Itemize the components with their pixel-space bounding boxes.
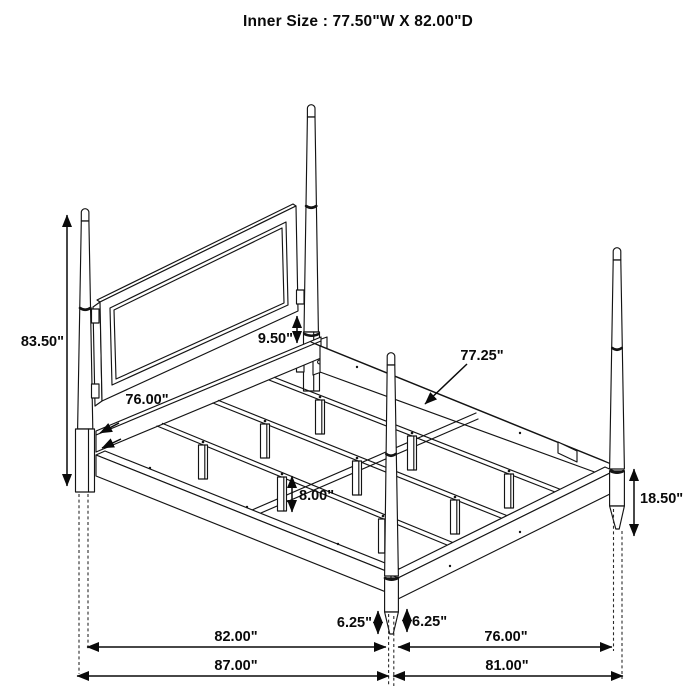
- headboard-bracket: [92, 384, 100, 398]
- dim-foot-post-height: 18.50": [640, 491, 684, 507]
- page-title: Inner Size : 77.50"W X 82.00"D: [242, 13, 474, 30]
- dim-side-rail-length: 77.25": [460, 348, 504, 364]
- dim-headboard-gap: 9.50": [257, 331, 293, 347]
- dim-support-leg-height: 8.00": [299, 488, 335, 504]
- support-leg: [316, 396, 325, 434]
- headboard-bracket: [92, 309, 100, 323]
- dim-foot-tip-left: 6.25": [336, 615, 372, 631]
- dim-bottom-outer-depth: 87.00": [214, 658, 258, 674]
- rear-left-post: [76, 209, 95, 492]
- dim-bottom-inner-width: 76.00": [484, 629, 528, 645]
- dim-headboard-width: 76.00": [125, 392, 169, 408]
- headboard-bracket: [297, 290, 305, 304]
- dim-bottom-inner-depth: 82.00": [214, 629, 258, 645]
- support-leg: [451, 496, 460, 534]
- dim-bottom-outer-width: 81.00": [485, 658, 529, 674]
- dim-foot-tip-right: 6.25": [412, 614, 448, 630]
- support-leg: [353, 457, 362, 495]
- support-leg: [261, 420, 270, 458]
- dim-post-height: 83.50": [20, 334, 64, 350]
- support-leg: [278, 473, 287, 511]
- support-leg: [199, 441, 208, 479]
- front-right-post: [610, 248, 625, 529]
- support-leg: [408, 432, 417, 470]
- support-leg: [505, 470, 514, 508]
